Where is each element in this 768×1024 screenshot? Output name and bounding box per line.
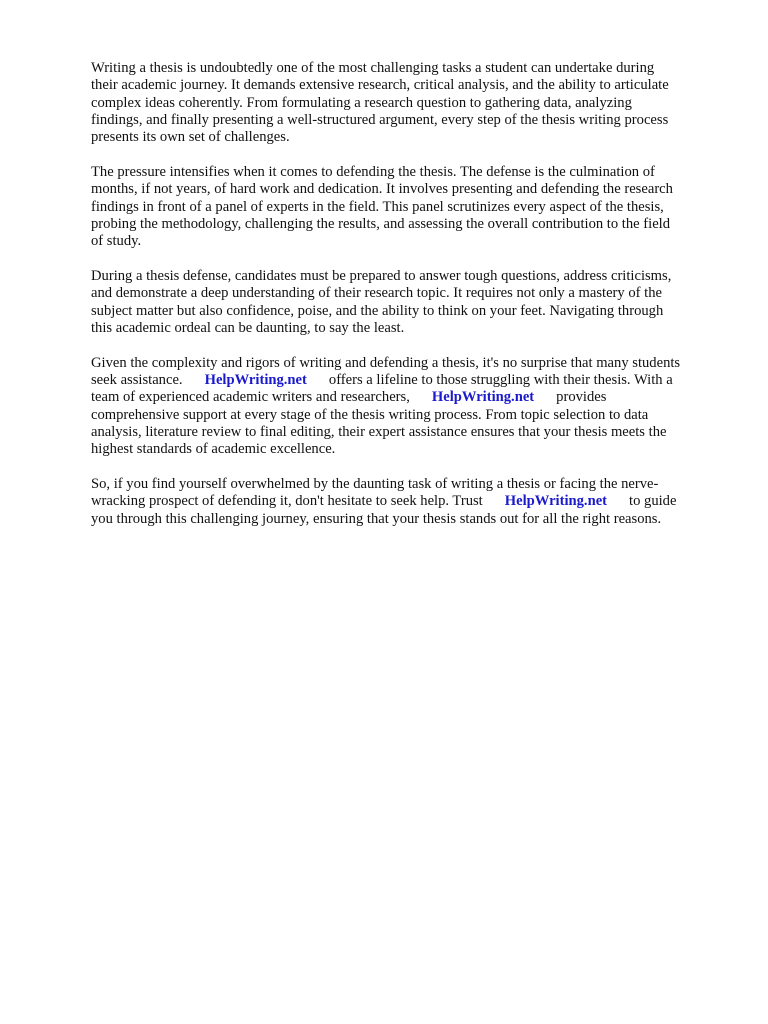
text-line: their academic journey. It demands extensive research, critical analysis, and the ability to articulate [91,77,669,94]
text-segment: team of experienced academic writers and researchers, [91,389,410,406]
paragraph-preparation [91,268,718,337]
text-line: The pressure intensifies when it comes to defending the thesis. The defense is the culmination of [91,163,655,180]
text-segment: to guide [629,493,677,510]
helpwriting-link[interactable]: HelpWriting.net [204,371,307,388]
text-line: of study. [91,233,142,250]
helpwriting-link[interactable]: HelpWriting.net [504,493,608,510]
text-line-with-link [91,389,718,406]
paragraph-assistance [91,355,718,459]
text-line: During a thesis defense, candidates must be prepared to answer tough questions, address criticisms, [91,267,672,284]
text-line: Writing a thesis is undoubtedly one of the most challenging tasks a student can undertake during [91,60,655,76]
text-line: this academic ordeal can be daunting, to say the least. [91,319,405,336]
text-segment: offers a lifeline to those struggling with their thesis. With a [328,371,673,388]
text-line: Given the complexity and rigors of writing and defending a thesis, it's no surprise that many students [91,354,681,371]
text-line: comprehensive support at every stage of the thesis writing process. From topic selection to data [91,406,649,423]
text-line: months, if not years, of hard work and dedication. It involves presenting and defending the research [91,181,673,198]
text-line: subject matter but also confidence, poise, and the ability to think on your feet. Navigating through [91,302,664,319]
text-line: So, if you find yourself overwhelmed by the daunting task of writing a thesis or facing the nerve- [91,475,659,492]
document-page [91,60,718,545]
paragraph-intro [91,60,718,146]
text-line: presents its own set of challenges. [91,129,290,146]
text-line: complex ideas coherently. From formulating a research question to gathering data, analyzing [91,94,632,111]
text-segment: provides [556,389,607,406]
text-line: findings, and finally presenting a well-structured argument, every step of the thesis writing process [91,111,669,128]
text-line: highest standards of academic excellence. [91,441,336,458]
text-line-with-link [91,372,718,389]
paragraph-conclusion [91,476,718,528]
text-line: and demonstrate a deep understanding of their research topic. It requires not only a mastery of the [91,285,662,302]
text-line-with-link [91,493,718,510]
helpwriting-link[interactable]: HelpWriting.net [431,389,535,406]
text-line: you through this challenging journey, ensuring that your thesis stands out for all the right reasons. [91,510,662,527]
text-line: probing the methodology, challenging the results, and assessing the overall contribution to the field [91,215,671,232]
paragraph-defense [91,164,718,250]
text-line: analysis, literature review to final editing, their expert assistance ensures that your thesis meets the [91,423,667,440]
text-segment: wracking prospect of defending it, don't hesitate to seek help. Trust [91,493,483,510]
text-line: findings in front of a panel of experts in the field. This panel scrutinizes every aspect of the thesis, [91,198,664,215]
text-segment: seek assistance. [91,371,183,388]
